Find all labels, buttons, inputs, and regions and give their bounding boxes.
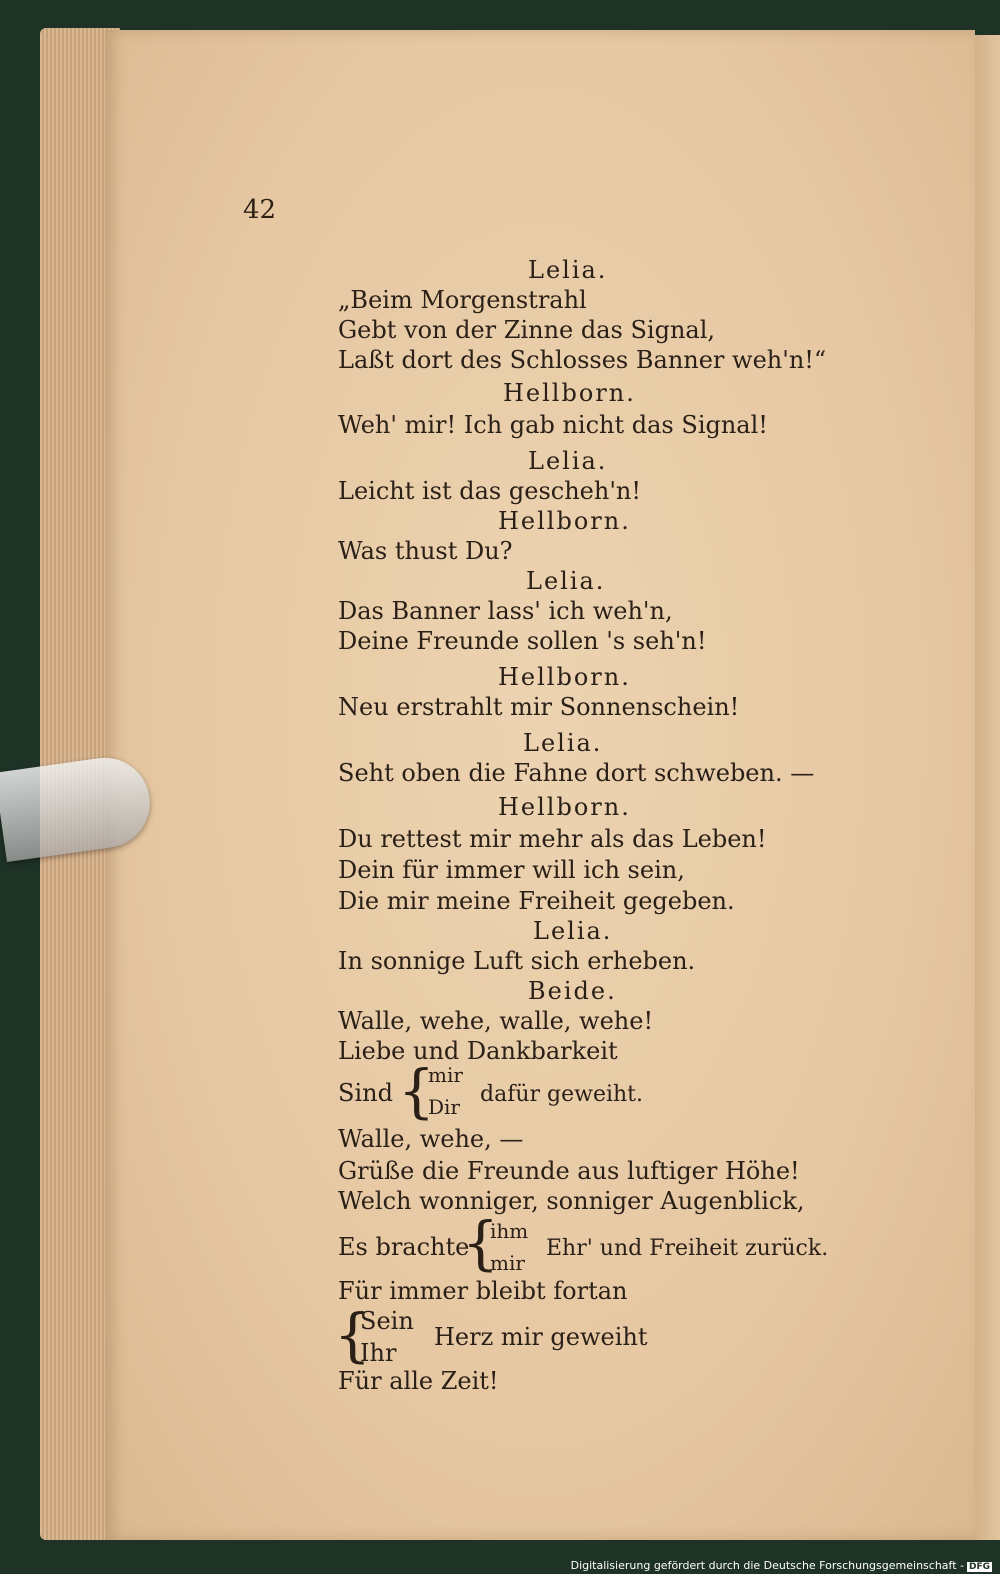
verse-line: Sind (338, 1079, 393, 1107)
speaker-heading: Lelia. (528, 256, 608, 284)
verse-line: Walle, wehe, — (338, 1125, 524, 1153)
speaker-heading: Hellborn. (498, 507, 631, 535)
verse-line: Was thust Du? (338, 537, 513, 565)
verse-line: Gebt von der Zinne das Signal, (338, 316, 716, 344)
verse-line: Laßt dort des Schlosses Banner weh'n!“ (338, 346, 827, 374)
verse-line: dafür geweiht. (480, 1082, 644, 1107)
verse-variant: Dir (428, 1095, 460, 1119)
speaker-heading: Lelia. (526, 567, 606, 595)
verse-line: Das Banner lass' ich weh'n, (338, 597, 673, 625)
digitization-footer (567, 1557, 996, 1574)
brace-glyph: { (398, 1057, 435, 1125)
verse-variant: Sein (360, 1307, 414, 1335)
verse-line: Weh' mir! Ich gab nicht das Signal! (338, 411, 768, 439)
verse-variant: ihm (490, 1219, 529, 1243)
verse-line: In sonnige Luft sich erheben. (338, 947, 696, 975)
dfg-logo: DFG (968, 1562, 990, 1572)
footer-text: Digitalisierung gefördert durch die Deutsche Forschungsgemeinschaft - (570, 1559, 964, 1572)
verse-variant: mir (490, 1251, 525, 1275)
brace-glyph: { (334, 1301, 371, 1369)
verse-variant: Ihr (360, 1339, 397, 1367)
verse-line: „Beim Morgenstrahl (338, 286, 587, 314)
speaker-heading: Hellborn. (498, 793, 631, 821)
verse-line: Deine Freunde sollen 's seh'n! (338, 627, 707, 655)
verse-line: Leicht ist das gescheh'n! (338, 477, 642, 505)
page-number: 42 (243, 195, 277, 225)
verse-line: Grüße die Freunde aus luftiger Höhe! (338, 1157, 800, 1185)
verse-line: Liebe und Dankbarkeit (338, 1037, 618, 1065)
verse-line: Für immer bleibt fortan (338, 1277, 628, 1305)
verse-variant: mir (428, 1063, 463, 1087)
speaker-heading: Lelia. (528, 447, 608, 475)
verse-line: Seht oben die Fahne dort schweben. — (338, 759, 815, 787)
verse-line: Neu erstrahlt mir Sonnenschein! (338, 693, 740, 721)
speaker-heading: Lelia. (533, 917, 613, 945)
speaker-heading: Beide. (528, 977, 617, 1005)
verse-line: Herz mir geweiht (434, 1323, 648, 1351)
verse-line: Du rettest mir mehr als das Leben! (338, 825, 767, 853)
verse-line: Dein für immer will ich sein, (338, 856, 685, 884)
verse-line: Es brachte (338, 1233, 470, 1261)
verse-line: Für alle Zeit! (338, 1367, 499, 1395)
speaker-heading: Hellborn. (503, 379, 636, 407)
verse-line: Walle, wehe, walle, wehe! (338, 1007, 654, 1035)
verse-line: Welch wonniger, sonniger Augenblick, (338, 1187, 805, 1215)
speaker-heading: Lelia. (523, 729, 603, 757)
speaker-heading: Hellborn. (498, 663, 631, 691)
brace-glyph: { (462, 1209, 499, 1277)
verse-line: Ehr' und Freiheit zurück. (546, 1236, 829, 1261)
verse-line: Die mir meine Freiheit gegeben. (338, 887, 735, 915)
